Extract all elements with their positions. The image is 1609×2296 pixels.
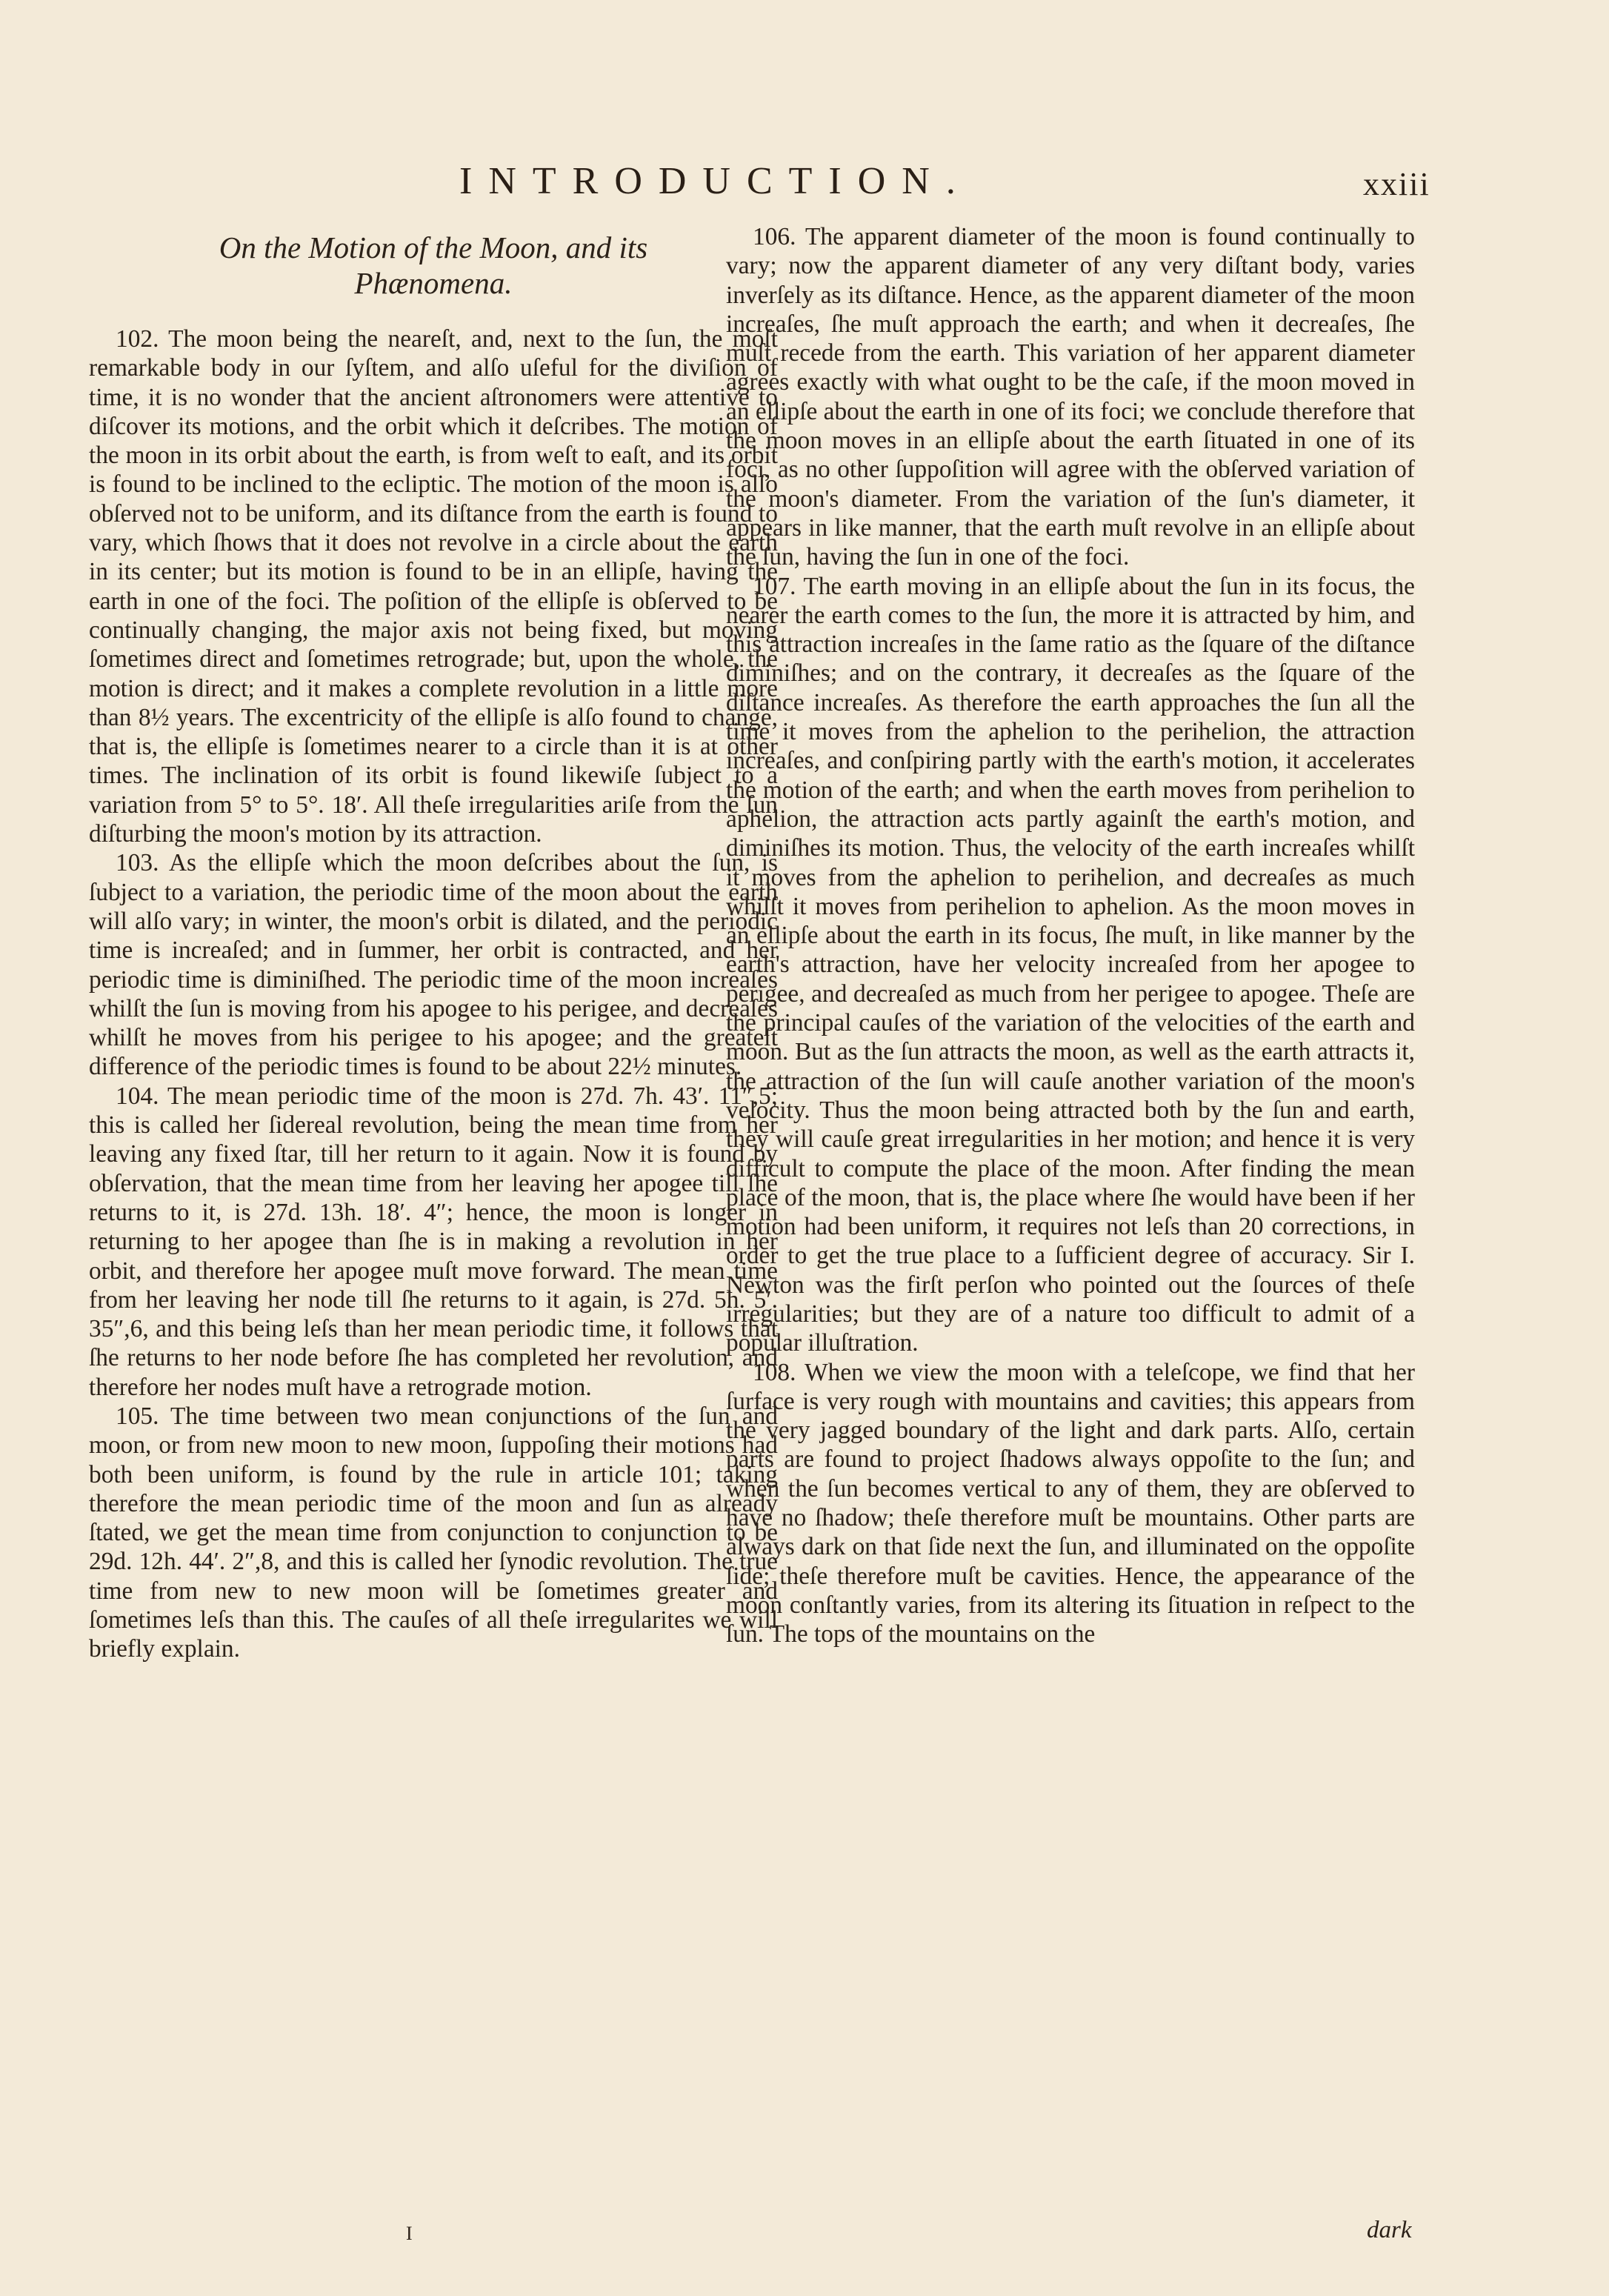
page-number: xxiii: [1363, 166, 1430, 202]
paragraph-105: 105. The time between two mean conjunctions of the ſun and moon, or from new moon to new moon, ſuppoſing their motions had both been uniform, is found by the rule in article 101; taking therefore the mean periodic time of the moon and ſun as already ſtated, we get the mean time from conjunction to conjunction to be 29d. 12h. 44′. 2″,8, and this is called her ſynodic revolution. The true time from new to new moon will be ſometimes greater and ſometimes leſs than this. The cauſes of all theſe irregularites we will briefly explain.: [89, 1402, 778, 1663]
page-header: [0, 159, 1609, 211]
paragraph-106: 106. The apparent diameter of the moon is found continually to vary; now the apparent diameter of any very diſtant body, varies inverſely as its diſtance. Hence, as the apparent diameter of the moon increaſes, ſhe muſt approach the earth; and when it decreaſes, ſhe muſt recede from the earth. This variation of her apparent diameter agrees exactly with what ought to be the caſe, if the moon moved in an ellipſe about the earth in one of its foci; we conclude therefore that the moon moves in an ellipſe about the earth ſituated in one of its foci, as no other ſuppoſition will agree with the obſerved variation of the moon's diameter. From the variation of the ſun's diameter, it appears in like manner, that the earth muſt revolve in an ellipſe about the ſun, having the ſun in one of the foci.: [726, 223, 1415, 571]
paragraph-107: 107. The earth moving in an ellipſe about the ſun in its focus, the nearer the earth comes to the ſun, the more it is attracted by him, and this attraction increaſes in the ſame ratio as the ſquare of the diſtance diminiſhes; and on the contrary, it decreaſes as the ſquare of the diſtance increaſes. As therefore the earth approaches the ſun all the time it moves from the aphelion to the perihelion, the attraction increaſes, and conſpiring partly with the earth's motion, it accelerates the motion of the earth; and when the earth moves from perihelion to aphelion, the attraction acts partly againſt the earth's motion, and diminiſhes its motion. Thus, the velocity of the earth increaſes whilſt it moves from the aphelion to perihelion, and decreaſes as much whilſt it moves from perihelion to aphelion. As the moon moves in an ellipſe about the earth in its focus, ſhe muſt, in like manner by the earth's attraction, have her velocity increaſed from her apogee to perigee, and decreaſed as much from her perigee to apogee. Theſe are the principal cauſes of the variation of the velocities of the earth and moon. But as the ſun attracts the moon, as well as the earth attracts it, the attraction of the ſun will cauſe another variation of the moon's velocity. Thus the moon being attracted both by the ſun and earth, they will cauſe great irregularities in her motion; and hence it is very difficult to compute the place of the moon. After finding the mean place of the moon, that is, the place where ſhe would have been if her motion had been uniform, it requires not leſs than 20 corrections, in order to get the true place to a ſufficient degree of accuracy. Sir I. Newton was the firſt perſon who pointed out the ſources of theſe irregularities; but they are of a nature too difficult to admit of a popular illuſtration.: [726, 572, 1415, 1357]
paragraph-103: 103. As the ellipſe which the moon deſcribes about the ſun, is ſubject to a variation, the periodic time of the moon about the earth will alſo vary; in winter, the moon's orbit is dilated, and the periodic time is increaſed; and in ſummer, her orbit is contracted, and her periodic time is diminiſhed. The periodic time of the moon increaſes whilſt the ſun is moving from his apogee to his perigee, and decreaſes whilſt he moves from his perigee to his apogee; and the greateſt difference of the periodic times is found to be about 22½ minutes.: [89, 849, 778, 1081]
right-column: [726, 222, 1415, 1649]
catchword: dark: [1367, 2217, 1412, 2243]
paragraph-108: 108. When we view the moon with a teleſcope, we find that her ſurface is very rough with mountains and cavities; this appears from the very jagged boundary of the light and dark parts. Alſo, certain parts are found to project ſhadows always oppoſite to the ſun; and when the ſun becomes vertical to any of them, they are obſerved to have no ſhadow; theſe therefore muſt be mountains. Other parts are always dark on that ſide next the ſun, and illuminated on the oppoſite ſide; theſe therefore muſt be cavities. Hence, the appearance of the moon conſtantly varies, from its altering its ſituation in reſpect to the ſun. The tops of the mountains on the: [726, 1358, 1415, 1648]
section-title-line2: Phænomena.: [354, 266, 513, 300]
signature-mark: I: [406, 2223, 413, 2244]
running-title: INTRODUCTION.: [459, 160, 972, 202]
section-title-line1: On the Motion of the Moon, and its: [219, 230, 648, 264]
paragraph-102: 102. The moon being the neareſt, and, next to the ſun, the moſt remarkable body in our ſyſtem, and alſo uſeful for the diviſion of time, it is no wonder that the ancient aſtronomers were attentive to diſcover its motions, and the orbit which it deſcribes. The motion of the moon in its orbit about the earth, is from weſt to eaſt, and its orbit is found to be inclined to the ecliptic. The motion of the moon is alſo obſerved not to be uniform, and its diſtance from the earth is found to vary, which ſhows that it does not revolve in a circle about the earth in its center; but its motion is found to be in an ellipſe, having the earth in one of the foci. The poſition of the ellipſe is obſerved to be continually changing, the major axis not being fixed, but moving ſometimes direct and ſometimes retrograde; but, upon the whole, the motion is direct; and it makes a complete revolution in a little more than 8½ years. The excentricity of the ellipſe is alſo found to change, that is, the ellipſe is ſometimes nearer to a circle than it is at other times. The inclination of its orbit is found likewiſe ſubject to a variation from 5° to 5°. 18′. All theſe irregularities ariſe from the ſun diſturbing the moon's motion by its attraction.: [89, 325, 778, 848]
paragraph-104: 104. The mean periodic time of the moon is 27d. 7h. 43′. 11″,5; this is called her ſidereal revolution, being the mean time from her leaving any fixed ſtar, till her return to it again. Now it is found by obſervation, that the mean time from her leaving her apogee till ſhe returns to it, is 27d. 13h. 18′. 4″; hence, the moon is longer in returning to her apogee than ſhe is in making a revolution in her orbit, and therefore her apogee muſt move forward. The mean time from her leaving her node till ſhe returns to it again, is 27d. 5h. 5′. 35″,6, and this being leſs than her mean periodic time, it follows that ſhe returns to her node before ſhe has completed her revolution, and therefore her nodes muſt have a retrograde motion.: [89, 1082, 778, 1401]
left-column: [89, 222, 778, 1664]
section-title: [119, 230, 748, 301]
